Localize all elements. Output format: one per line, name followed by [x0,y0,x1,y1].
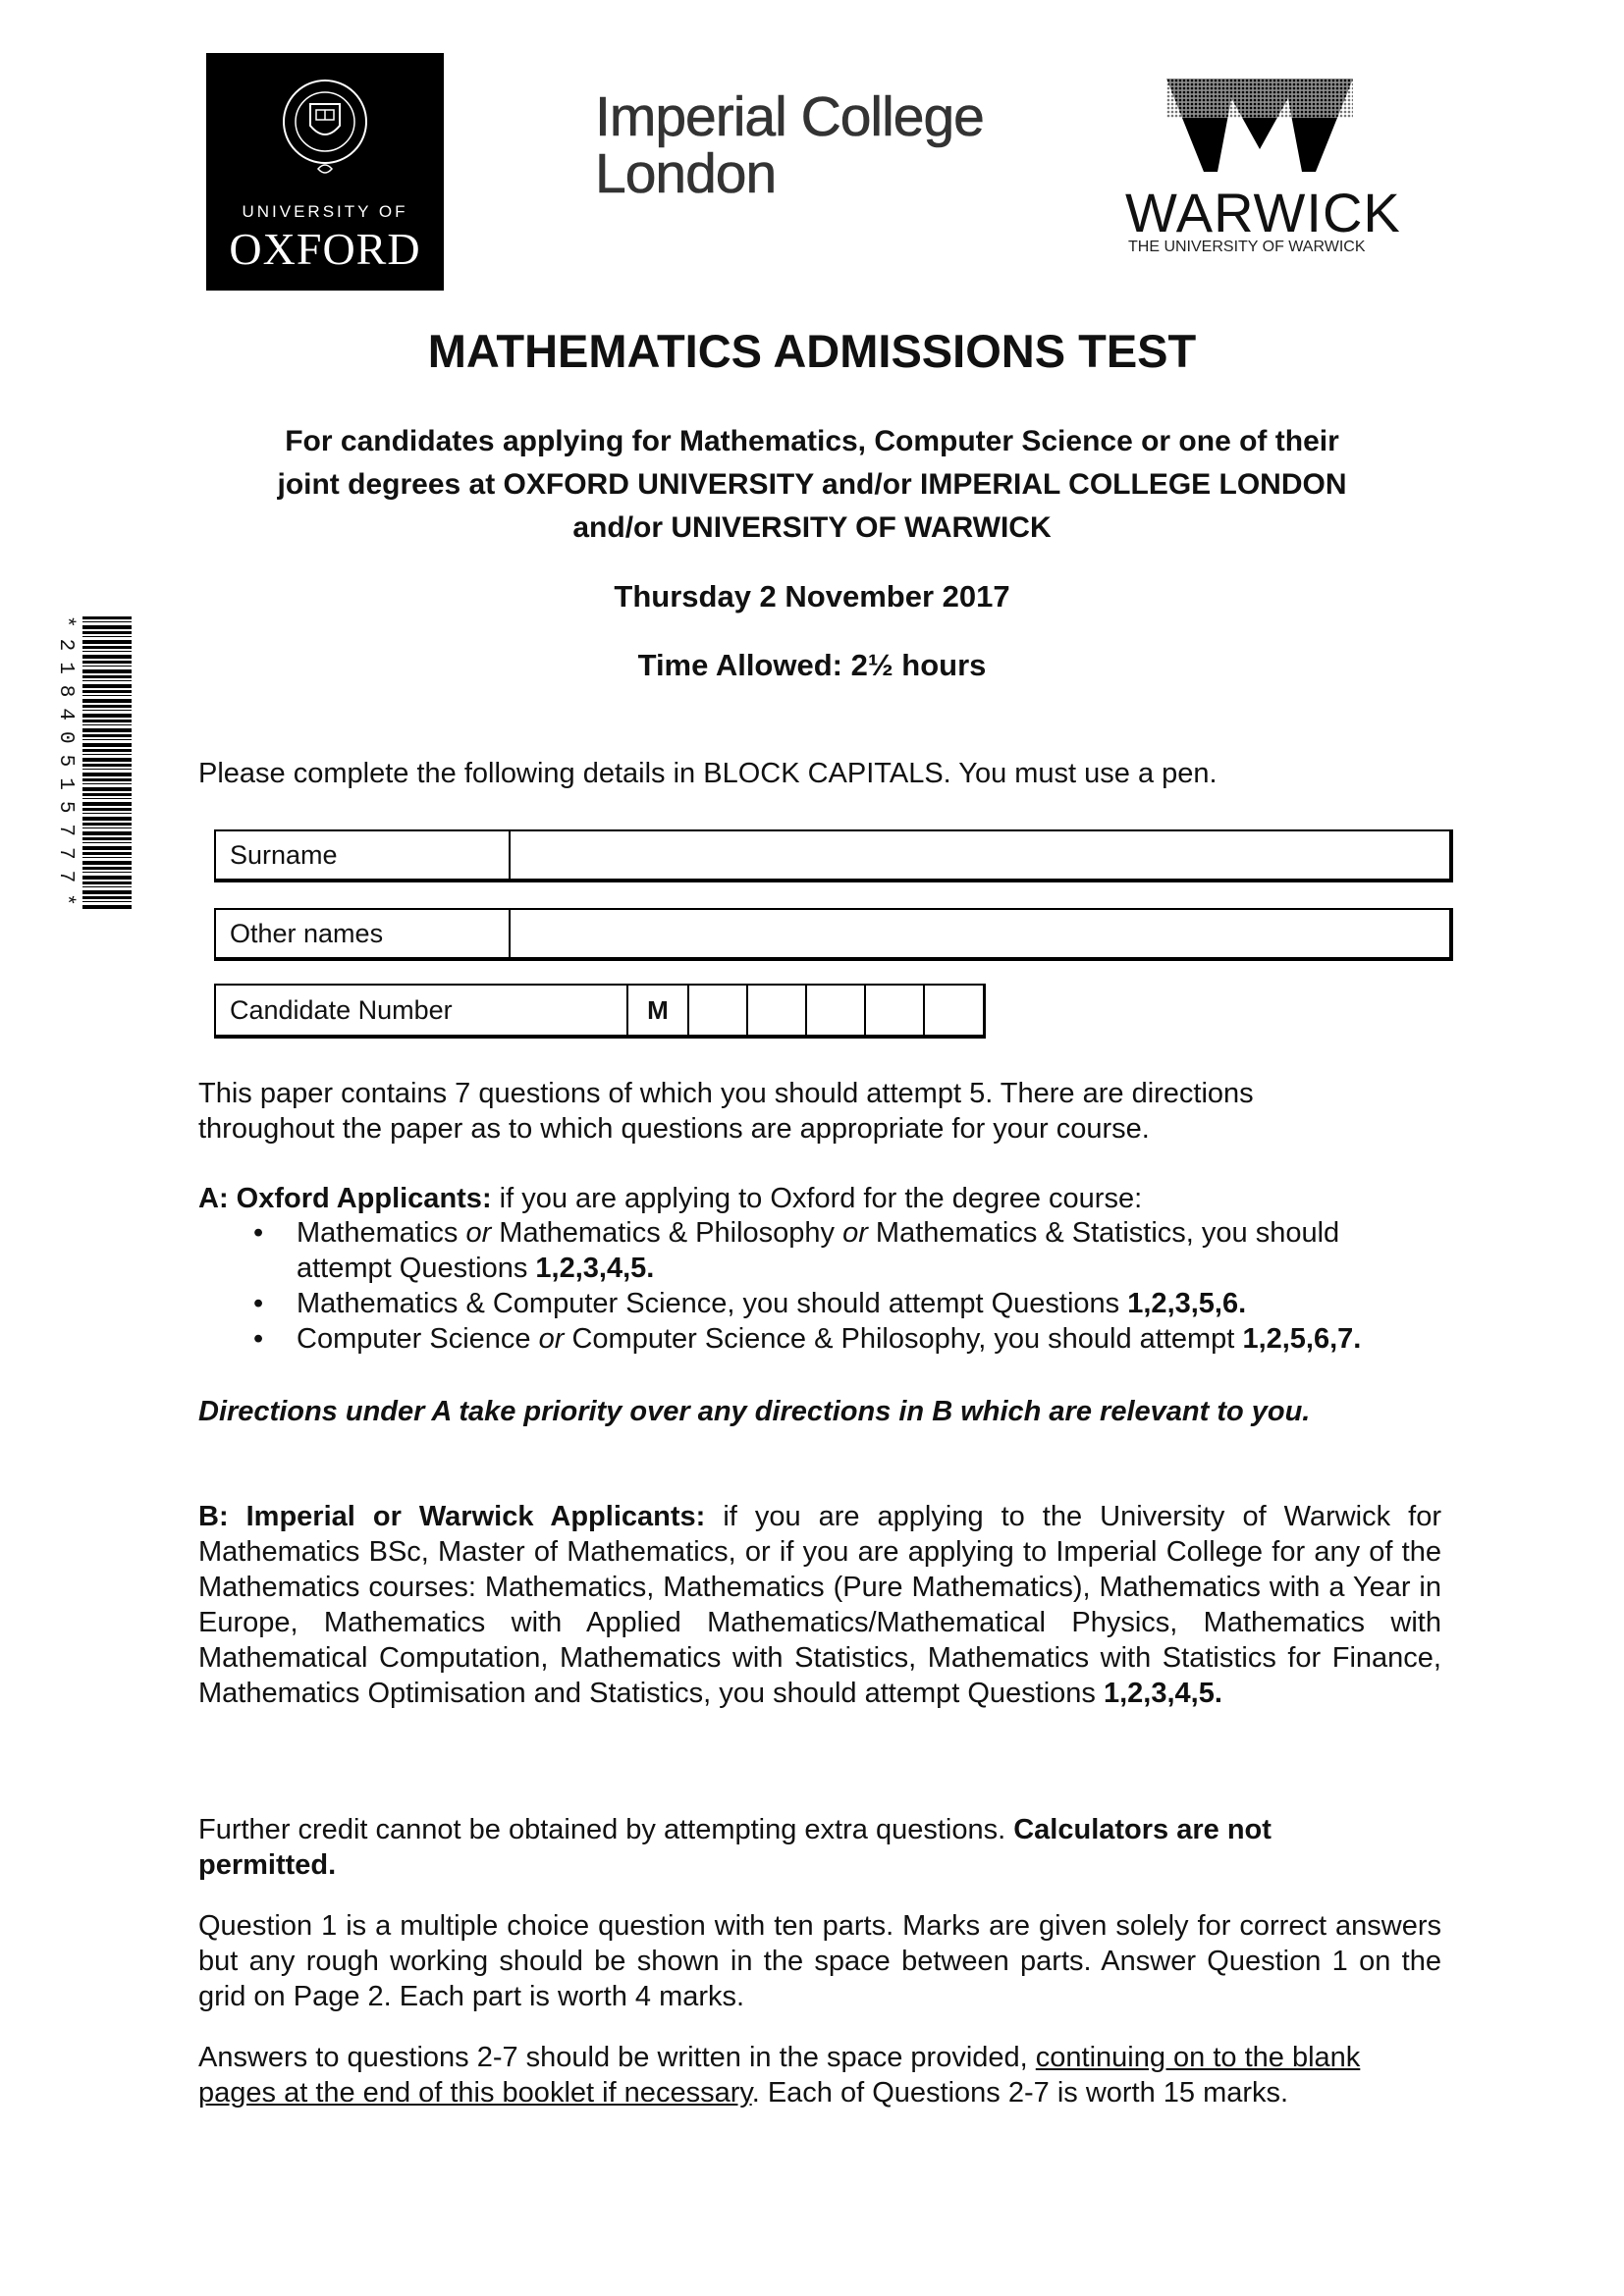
audience-line-2: joint degrees at OXFORD UNIVERSITY and/or IMPERIAL COLLEGE LONDON [277,468,1347,501]
list-item-text: attempt Questions [297,1253,536,1284]
warwick-logo-tagline: THE UNIVERSITY OF WARWICK [1128,239,1366,255]
answers-text-b: . Each of Questions 2-7 is worth 15 marks. [751,2077,1289,2109]
list-item-text: Computer Science [297,1323,539,1355]
other-names-field[interactable] [511,910,1449,957]
candidate-digit-box-3[interactable] [805,986,866,1035]
list-item [198,1321,1455,1357]
paper-info-line-1: This paper contains 7 questions of which you should attempt 5. There are directions [198,1078,1254,1109]
answers-text-a: Answers to questions 2-7 should be written in the space provided, [198,2042,1036,2073]
bullet-icon: • [253,1288,264,1319]
warwick-logo [1119,79,1401,265]
audience-statement [0,420,1624,550]
list-item-or: or [842,1217,868,1249]
directions-priority-note: Directions under A take priority over any directions in B which are relevant to you. [198,1396,1311,1427]
calculator-note-2: permitted. [198,1849,337,1881]
surname-field[interactable] [511,831,1449,879]
other-names-label: Other names [230,918,384,948]
answers-text-underlined-1: continuing on to the blank [1035,2042,1361,2073]
other-names-row [214,908,1453,961]
candidate-number-row [214,984,986,1039]
list-item [198,1286,1455,1321]
calculator-note-1: Calculators are not [1013,1814,1272,1845]
list-item-questions: 1,2,5,6,7. [1242,1323,1362,1355]
question-1-note: Question 1 is a multiple choice question with ten parts. Marks are given solely for correct answers but any rough working should be shown in the space between parts. Answer Question 1 on the grid on Page 2. Each part is worth 4 marks. [198,1910,1441,2012]
list-item-text: Mathematics [297,1217,466,1249]
candidate-number-label: Candidate Number [230,994,453,1025]
list-item-text: Computer Science & Philosophy, you should attempt [564,1323,1243,1355]
paper-info-line-2: throughout the paper as to which questions are appropriate for your course. [198,1113,1150,1145]
list-item-text: Mathematics & Philosophy [491,1217,843,1249]
paper-info [198,1076,1445,1147]
warwick-questions: 1,2,3,4,5. [1103,1678,1222,1709]
time-allowed: Time Allowed: 2½ hours [637,648,987,682]
bullet-icon: • [253,1217,264,1249]
imperial-warwick-applicants [198,1499,1441,1711]
page-title: MATHEMATICS ADMISSIONS TEST [427,325,1197,377]
warwick-mark-icon [1166,79,1353,172]
bullet-icon: • [253,1323,264,1355]
list-item-or: or [465,1217,492,1249]
list-item [198,1215,1455,1286]
oxford-logo [206,53,444,291]
list-item-text: Mathematics & Statistics, you should [867,1217,1340,1249]
list-item-text: Mathematics & Computer Science, you should attempt Questions [297,1288,1128,1319]
candidate-digit-box-4[interactable] [864,986,925,1035]
surname-row [214,829,1453,882]
oxford-logo-line1: UNIVERSITY OF [242,202,408,221]
answers-text-underlined-2: pages at the end of this booklet if necessary [198,2077,752,2109]
credit-note [198,1812,1445,1883]
warwick-heading-label: B: Imperial or Warwick Applicants: [198,1501,706,1532]
oxford-heading-intro: if you are applying to Oxford for the degree course: [491,1183,1143,1214]
answers-note [198,2040,1441,2110]
imperial-logo-line1: Imperial College [595,85,984,148]
oxford-course-list [198,1215,1455,1357]
barcode-digits: *21840515777* [54,614,77,917]
list-item-or: or [538,1323,565,1355]
imperial-logo-line2: London [595,142,777,205]
warwick-text: if you are applying to the University of Warwick for Mathematics BSc, Master of Mathematics, or if you are applying to Imperial College for any of the Mathematics courses: Mathematics, Mathematics (Pure Mathematics), Mathematics with a Year in Europe, Mathematics with Applied Mathematics/Mathematical Physics, Mathematics with Mathematical Computation, Mathematics with Statistics, Mathematics with Statistics for Finance, Mathematics Optimisation and Statistics, you should attempt Questions [198,1501,1441,1709]
form-instructions: Please complete the following details in BLOCK CAPITALS. You must use a pen. [198,758,1218,789]
audience-line-3: and/or UNIVERSITY OF WARWICK [572,511,1052,544]
oxford-crest-icon [281,75,369,192]
candidate-digit-box-1[interactable] [687,986,748,1035]
credit-text: Further credit cannot be obtained by attempting extra questions. [198,1814,1014,1845]
candidate-digit-box-2[interactable] [746,986,807,1035]
audience-line-1: For candidates applying for Mathematics, Computer Science or one of their [285,425,1339,457]
list-item-questions: 1,2,3,5,6. [1127,1288,1247,1319]
warwick-logo-name: WARWICK [1125,182,1401,243]
surname-label: Surname [230,839,338,870]
exam-date: Thursday 2 November 2017 [614,579,1010,614]
oxford-applicants-heading [198,1181,1142,1216]
oxford-heading-label: A: Oxford Applicants: [198,1183,492,1214]
candidate-digit-box-5[interactable] [923,986,984,1035]
imperial-logo [595,85,984,205]
oxford-logo-line2: OXFORD [229,224,421,274]
candidate-prefix-box: M [626,986,687,1035]
list-item-questions: 1,2,3,4,5. [535,1253,655,1284]
